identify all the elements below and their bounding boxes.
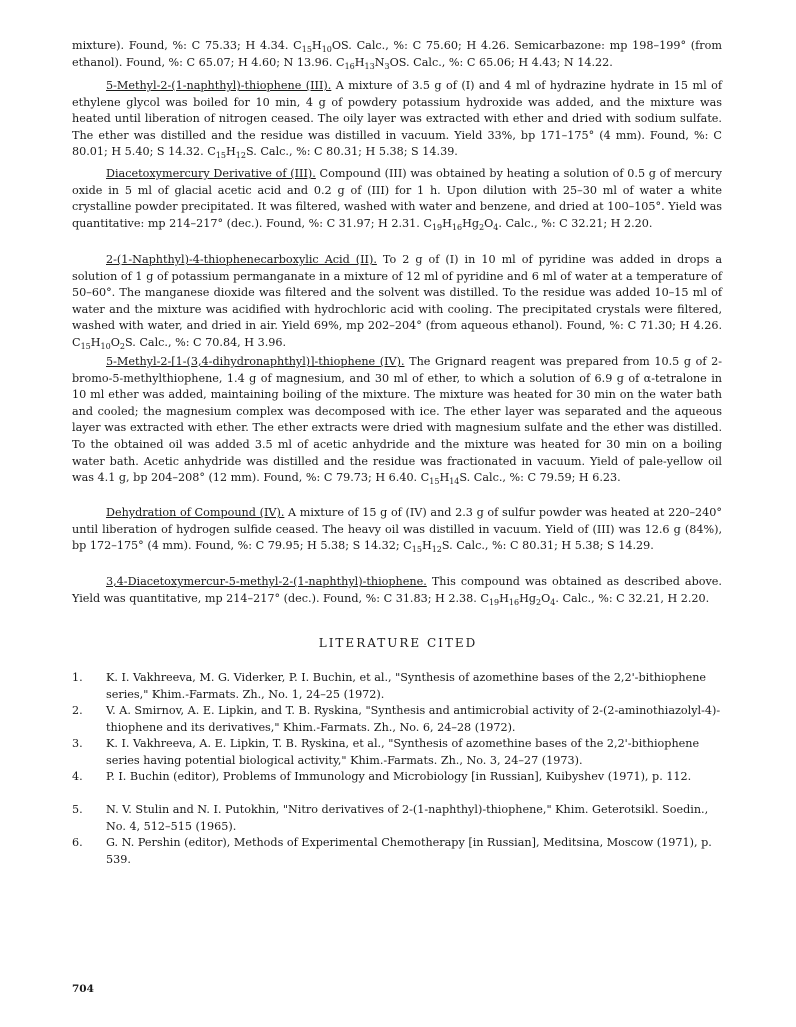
paragraph-text: This compound was obtained as described above. Yield was quantitative, mp 214–217° (dec.). Found, %: C 31.83; H 2.38. C [72, 575, 722, 605]
subscript: 16 [344, 61, 355, 71]
paragraph-text: O [110, 335, 120, 349]
subscript: 2 [119, 342, 125, 352]
subscript: 16 [451, 223, 463, 233]
paragraph-text: Hg [462, 216, 479, 230]
reference-text: K. I. Vakhreeva, M. G. Viderker, P. I. Buchin, et al., "Synthesis of azomethine bases of the 2,2'-bithiophene series," Khim.-Farmats. Zh., No. 1, 24–25 (1972). [106, 671, 707, 701]
paragraph-text: H [439, 471, 450, 485]
paragraph-text: mixture). Found, %: C 75.33; H 4.34. C [72, 39, 302, 52]
reference-text: V. A. Smirnov, A. E. Lipkin, and T. B. Ryskina, "Synthesis and antimicrobial activity of 2-(2-aminothiazolyl-4)-thiophene and its derivatives," Khim.-Farmats. Zh., No. 6, 24–28 (1972). [106, 704, 721, 734]
subscript: 14 [449, 477, 460, 487]
reference-text: N. V. Stulin and N. I. Putokhin, "Nitro derivatives of 2-(1-naphthyl)-thiophene," Khim. Geterotsikl. Soedin., No. 4, 512–515 (1965). [106, 803, 709, 833]
paragraph-text: O [484, 216, 494, 230]
paragraph-5 [72, 354, 722, 487]
subscript: 19 [488, 597, 500, 607]
paragraph-text: H [226, 145, 236, 159]
paragraph-text: . Calc., %: C 32.21, H 2.20. [555, 591, 710, 605]
paragraph-text: Compound (III) was obtained by heating a solution of 0.5 g of mercury oxide in 5 ml of glacial acetic acid and 0.2 g of (III) for 1 h. Upon dilution with 25–30 ml of water a white crystalline powder precipitated. It was filtered, washed with water and benzene, and dried at 100–105°. Yield was quantitative: mp 214–217° (dec.). Found, %: C 31.97; H 2.31. C [72, 167, 722, 230]
paragraph-text: H [442, 216, 452, 230]
page-number: 704 [72, 983, 94, 995]
paragraph-text: . Calc., %: C 32.21; H 2.20. [498, 216, 653, 230]
subscript: 15 [215, 151, 227, 161]
subscript: 2 [479, 223, 485, 233]
subscript: 15 [411, 545, 422, 555]
paragraph-text: To 2 g of (I) in 10 ml of pyridine was added in drops a solution of 1 g of potassium permanganate in a mixture of 12 ml of pyridine and 6 ml of water at a temperature of 50–60°. The manganese dioxide was filtered and the solvent was distilled. To the residue was added 10–15 ml of water and the mixture was acidified with hydrochloric acid with cooling. The precipitated crystals were filtered, washed with water, and dried in air. Yield 69%, mp 202–204° (from aqueous ethanol). Found, %: C 71.30; H 4.26. C [72, 253, 722, 349]
section-title: Dehydration of Compound (IV). [106, 506, 285, 519]
reference-number: 2. [72, 704, 83, 717]
reference-number: 6. [72, 836, 83, 849]
paragraph-2 [72, 78, 722, 161]
paragraph-7 [72, 574, 722, 607]
reference-text: P. I. Buchin (editor), Problems of Immunology and Microbiology [in Russian], Kuibyshev (1971), p. 112. [106, 770, 692, 783]
paragraph-text: The Grignard reagent was prepared from 10.5 g of 2-bromo-5-methylthiophene, 1.4 g of magnesium, and 30 ml of ether, to which a solution of 6.9 g of α-tetralone in 10 ml ether was added, maintaining boiling of the mixture. The mixture was heated for 30 min on the water bath and cooled; the magnesium complex was decomposed with ice. The ether layer was separated and the aqueous layer was extracted with ether. The ether extracts were dried with magnesium sulfate and the ether was distilled. To the obtained oil was added 3.5 ml of acetic anhydride and the mixture was heated for 30 min on a boiling water bath. Acetic anhydride was distilled and the residue was fractionated in vacuum. Yield of pale-yellow oil was 4.1 g, bp 204–208° (12 mm). Found, %: C 79.73; H 6.40. C [72, 355, 722, 485]
subscript: 3 [384, 61, 390, 71]
subscript: 10 [321, 45, 332, 55]
subscript: 19 [431, 223, 443, 233]
reference-number: 5. [72, 803, 83, 816]
subscript: 12 [235, 151, 246, 161]
section-title: 3,4-Diacetoxymercur-5-methyl-2-(1-naphthyl)-thiophene. [106, 575, 427, 588]
paragraph-1 [72, 38, 722, 71]
paragraph-text: N [374, 55, 385, 69]
subscript: 15 [301, 45, 312, 55]
subscript: 15 [80, 342, 91, 352]
paragraph-text: OS. Calc., %: C 65.06; H 4.43; N 14.22. [389, 55, 613, 69]
paragraph-text: S. Calc., %: C 70.84, H 3.96. [124, 335, 287, 349]
subscript: 2 [536, 597, 542, 607]
paragraph-text: S. Calc., %: C 80.31; H 5.38; S 14.39. [245, 145, 458, 159]
paragraph-text: S. Calc., %: C 80.31; H 5.38; S 14.29. [441, 539, 654, 553]
reference-number: 4. [72, 770, 83, 783]
paragraph-text: H [499, 591, 509, 605]
paragraph-text: H [311, 39, 322, 52]
subscript: 15 [429, 477, 440, 487]
paragraph-text: H [90, 335, 101, 349]
paragraph-text: A mixture of 15 g of (IV) and 2.3 g of sulfur powder was heated at 220–240° until liberation of hydrogen sulfide ceased. The heavy oil was distilled in vacuum. Yield of (III) was 12.6 g (84%), bp 172–175° (4 mm). Found, %: C 79.95; H 5.38; S 14.32; C [72, 506, 722, 553]
paragraph-text: OS. Calc., %: C 75.60; H 4.26. Semicarbazone: mp 198–199° (from ethanol). Found, %: C 65.07; H 4.60; N 13.96. C [72, 39, 722, 69]
paragraph-text: S. Calc., %: C 79.59; H 6.23. [459, 471, 621, 485]
subscript: 13 [364, 61, 375, 71]
subscript: 10 [100, 342, 111, 352]
reference-number: 3. [72, 737, 83, 750]
literature-cited-heading: LITERATURE CITED [318, 636, 478, 650]
paragraph-text: O [541, 591, 551, 605]
paragraph-text: Hg [519, 591, 537, 605]
reference-number: 1. [72, 671, 83, 684]
section-title: 2-(1-Naphthyl)-4-thiophenecarboxylic Acid (II). [106, 253, 377, 266]
paragraph-text: H [421, 539, 432, 553]
section-title: 5-Methyl-2-(1-naphthyl)-thiophene (III). [106, 79, 332, 92]
paragraph-6 [72, 505, 722, 555]
subscript: 16 [508, 597, 520, 607]
paragraph-text: A mixture of 3.5 g of (I) and 4 ml of hydrazine hydrate in 15 ml of ethylene glycol was boiled for 10 min, 4 g of powdery potassium hydroxide was added, and the mixture was heated until liberation of nitrogen ceased. The oily layer was extracted with ether and dried with sodium sulfate. The ether was distilled and the residue was distilled in vacuum. Yield 33%, bp 171–175° (4 mm). Found, %: C 80.01; H 5.40; S 14.32. C [72, 79, 722, 159]
reference-text: K. I. Vakhreeva, A. E. Lipkin, T. B. Ryskina, et al., "Synthesis of azomethine bases of the 2,2'-bithiophene series having potential biological activity," Khim.-Farmats. Zh., No. 3, 24–27 (1973). [106, 737, 700, 767]
section-title: 5-Methyl-2-[1-(3,4-dihydronaphthyl)]-thiophene (IV). [106, 355, 405, 368]
paragraph-4 [72, 252, 722, 352]
reference-text: G. N. Pershin (editor), Methods of Experimental Chemotherapy [in Russian], Meditsina, Moscow (1971), p. 539. [106, 836, 712, 866]
paragraph-text: H [354, 55, 365, 69]
paragraph-3 [72, 166, 722, 232]
section-title: Diacetoxymercury Derivative of (III). [106, 167, 316, 180]
subscript: 4 [493, 223, 499, 233]
subscript: 4 [550, 597, 556, 607]
subscript: 12 [431, 545, 442, 555]
